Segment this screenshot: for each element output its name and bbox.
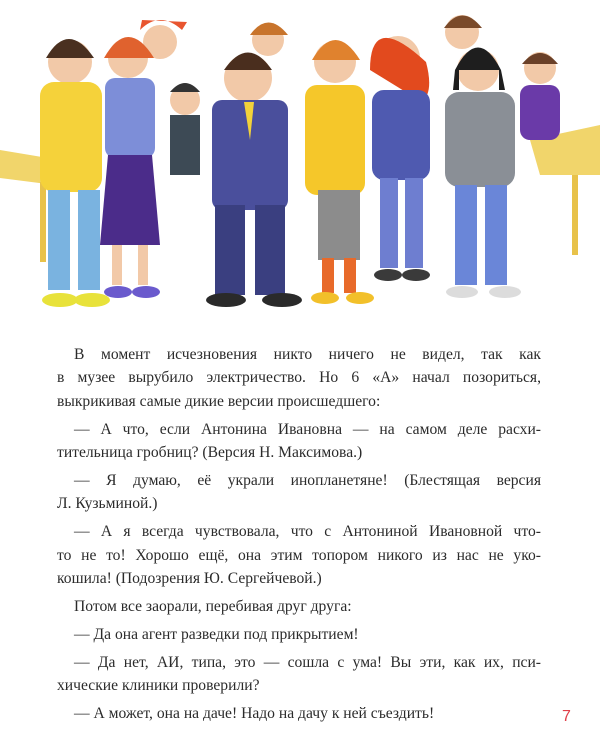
text-line: — А может, она на даче! Надо на дачу к ней съездить! bbox=[74, 704, 435, 722]
text-line: — Я думаю, её украли инопланетяне! (Блестящая версия bbox=[74, 471, 541, 489]
text-line: в музее вырубило электричество. Но 6 «А» начал позориться, bbox=[57, 369, 541, 387]
paragraph bbox=[57, 469, 541, 516]
text-line: выкрикивая самые дикие версии происшедшего: bbox=[57, 392, 381, 410]
text-line: хические клиники проверили? bbox=[57, 677, 260, 695]
text-line: — Да она агент разведки под прикрытием! bbox=[74, 625, 359, 643]
illustration-schoolchildren bbox=[0, 0, 600, 325]
child-blue-suit bbox=[206, 53, 302, 308]
text-line: Потом все заорали, перебивая друг друга: bbox=[74, 597, 352, 615]
page-number: 7 bbox=[562, 708, 571, 725]
text-line: тительница гробниц? (Версия Н. Максимова.) bbox=[57, 444, 363, 462]
paragraph bbox=[57, 702, 541, 725]
paragraph bbox=[57, 595, 541, 618]
child-grey-sweater bbox=[445, 48, 521, 299]
paragraph bbox=[57, 343, 541, 413]
text-line: то не то! Хорошо ещё, она этим топором никого из нас не уко- bbox=[57, 546, 541, 564]
child-yellow-cardigan bbox=[305, 40, 374, 304]
text-line: кошила! (Подозрения Ю. Сергейчевой.) bbox=[57, 570, 322, 588]
paragraph bbox=[57, 418, 541, 465]
paragraph bbox=[57, 520, 541, 590]
text-line: В момент исчезновения никто ничего не видел, так как bbox=[74, 346, 541, 363]
paragraph bbox=[57, 651, 541, 698]
story-text bbox=[57, 343, 541, 730]
text-line: — А что, если Антонина Ивановна — на самом деле расхи- bbox=[74, 420, 541, 438]
text-line: — А я всегда чувствовала, что с Антониной Ивановной что- bbox=[74, 523, 541, 541]
child-red-hair bbox=[370, 36, 430, 281]
paragraph bbox=[57, 623, 541, 646]
text-line: — Да нет, АИ, типа, это — сошла с ума! Вы эти, как их, пси- bbox=[74, 653, 541, 671]
child-purple-skirt bbox=[100, 37, 160, 298]
text-line: Л. Кузьминой.) bbox=[57, 495, 158, 513]
child-yellow-hoodie bbox=[40, 39, 110, 307]
desk-right bbox=[530, 125, 600, 255]
